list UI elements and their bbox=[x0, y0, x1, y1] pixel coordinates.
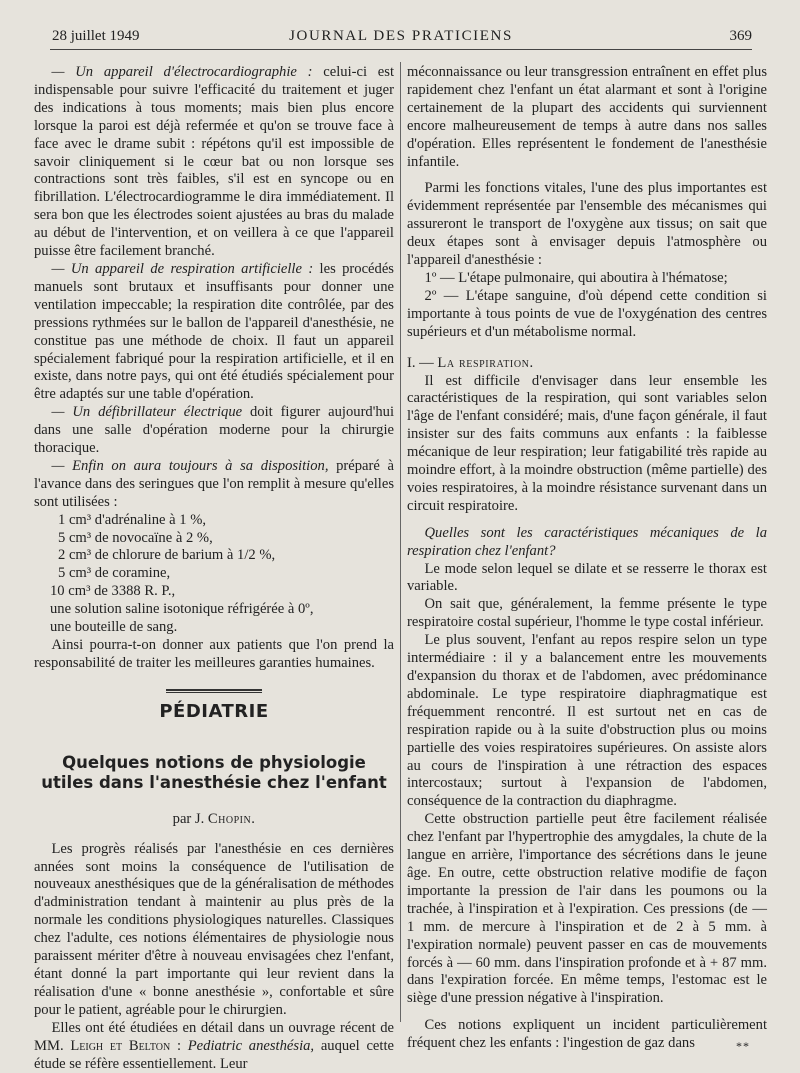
paragraph-continuation: méconnaissance ou leur transgression entraînent en effet plus rapidement chez l'enfant un état alarmant et sont à l'origine certainement de la plupart des accidents qui surviennent encore malheureusement de temps à autre dans nos salles d'opération. Elles représentent le fondement de l'anesthésie infantile. bbox=[407, 64, 767, 170]
item-lead: — Enfin on aura toujours à sa disposition, bbox=[51, 457, 329, 474]
reference-authors: Leigh et Belton bbox=[70, 1037, 171, 1054]
paragraph-intro: Les progrès réalisés par l'anesthésie en ces dernières années sont moins la conséquence de l'utilisation de nouveaux anesthésiques que de la généralisation de méthodes d'administration tendant à maintenir au plus près de la normale les conditions physiologiques naturelles. Classiques chez l'adulte, ces notions élémentaires de physiologie nous paraissent mériter d'être à nouveau envisagées chez l'enfant, étant donné la part importante qui leur revient dans la réalisation d'une « bonne anesthésie », confortable et sûre pour le patient, agréable pour le chirurgien. bbox=[34, 840, 394, 1018]
paragraph-syringes bbox=[34, 458, 394, 512]
dose-item: 2 cm³ de chlorure de barium à 1/2 %, bbox=[58, 547, 276, 564]
paragraph-text: auquel cette étude se réfère essentiellement. Leur bbox=[34, 1037, 394, 1072]
section-heading bbox=[407, 355, 767, 373]
paragraph-text: celui-ci est indispensable pour suivre l'efficacité du traitement et juger des indications à tous moments; mais bien plus encore lorsque la paroi est déjà refermée et qu'on se trouve face à face avec le drame subit : répétons qu'il est impossible de savoir cliniquement si le cœur bat ou non lorsque ses contractions sont très faibles, s'il est en syncope ou en fibrillation. L'électrocardiogramme le dira immédiatement. Il sera bon que les électrodes soient ajustées au bras du malade au début de l'intervention, et on veillera à ce que l'appareil puisse être facilement branché. bbox=[34, 64, 395, 260]
byline bbox=[34, 811, 394, 829]
byline-author: Chopin. bbox=[207, 810, 256, 827]
reference-book: Pediatric anesthésia, bbox=[187, 1037, 315, 1054]
paragraph-defibrillator bbox=[34, 404, 394, 458]
left-column bbox=[34, 64, 395, 1072]
paragraph-text: Elles ont été étudiées en détail dans un ouvrage récent de MM. bbox=[34, 1019, 394, 1054]
paragraph-child-type: Le plus souvent, l'enfant au repos respire selon un type intermédiaire : il y a balancement entre les mouvements d'expansion du thorax et de l'abdomen, avec prédominance abdominale. Le type respiratoire diaphragmatique est fréquemment rencontré. Il est surtout net en cas de respiration rapide ou à la suite d'obstruction plus ou moins partielle des voies respiratoires supérieures. On assiste alors au cours de l'inspiration à une rétraction des espaces intercostaux; surtout à l'expansion de l'abdomen, conséquence de la contraction du diaphragme. bbox=[407, 632, 767, 810]
byline-prefix: par J. bbox=[172, 810, 208, 827]
reference-separator: : bbox=[170, 1037, 188, 1054]
step-blood: 2º — L'étape sanguine, d'où dépend cette condition si importante à tous points de vue de l'oxygénation des centres supérieurs et d'un métabolisme normal. bbox=[407, 287, 767, 340]
article-title: Quelques notions de physiologie utiles dans l'anesthésie chez l'enfant bbox=[41, 752, 387, 792]
item-lead: — Un appareil de respiration artificielle : bbox=[51, 260, 314, 277]
dose-item: 10 cm³ de 3388 R. P., bbox=[50, 583, 176, 600]
page-number: 369 bbox=[729, 28, 752, 44]
paragraph-gap bbox=[407, 1008, 767, 1017]
paragraph-types: On sait que, généralement, la femme présente le type respiratoire costal supérieur, l'homme le type costal inférieur. bbox=[407, 596, 767, 631]
paragraph-conclusion: Ainsi pourra-t-on donner aux patients que l'on prend la responsabilité de traiter les meilleures garanties humaines. bbox=[34, 637, 394, 671]
paragraph-vital-functions: Parmi les fonctions vitales, l'une des plus importantes est évidemment représentée par l'ensemble des mécanismes qui assureront le transport de l'oxygène aux tissus; on sait que deux étapes sont à envisager depuis l'atmosphère ou l'appareil d'anesthésie : bbox=[407, 180, 767, 269]
right-column bbox=[407, 64, 767, 1052]
paragraph-reference bbox=[34, 1020, 394, 1073]
paragraph-gap bbox=[407, 171, 767, 180]
subsection-question: Quelles sont les caractéristiques mécaniques de la respiration chez l'enfant? bbox=[407, 524, 767, 559]
footer-mark: ** bbox=[736, 1039, 750, 1053]
dose-item: 5 cm³ de coramine, bbox=[58, 565, 171, 582]
paragraph-text: préparé à l'avance dans des seringues que l'on remplit à mesure qu'elles sont utilisées : bbox=[34, 457, 394, 510]
paragraph-text: les procédés manuels sont brutaux et insuffisants pour donner une ventilation impeccable; la respiration dite contrôlée, par des pressions rythmées sur le ballon de l'appareil d'anesthésie, ne constitue pas une méthode de choix. Il faut un appareil spécialement fabriqué pour la respiration artificielle, et il en existe, dans notre pays, qui ont été étudiés spécialement pour être adaptés sur une table d'opération. bbox=[34, 260, 394, 403]
paragraph-thorax: Le mode selon lequel se dilate et se resserre le thorax est variable. bbox=[407, 560, 767, 595]
paragraph-characteristics: Il est difficile d'envisager dans leur ensemble les caractéristiques de la respiration, qui sont variables selon l'âge de l'enfant considéré; mais, d'une façon générale, il faut insister sur des faits communs aux enfants : la faiblesse mécanique de leur respiration; leur fatigabilité très rapide au moindre effort, à la moindre obstruction (même partielle) des voies respiratoires, à la moindre résistance survenant dans un circuit respiratoire. bbox=[407, 372, 767, 514]
paragraph-artificial-respiration bbox=[34, 261, 394, 404]
section-ornament bbox=[166, 689, 262, 693]
paragraph-obstruction: Cette obstruction partielle peut être facilement réalisée chez l'enfant par l'hypertrophie des amygdales, la chute de la langue en arrière, l'importance des sécrétions dans le jeune âge. En outre, cette obstruction relative modifie de façon importante la pression de l'air dans les poumons ou la trachée, à l'inspiration et à l'expiration. Ces pressions (de — 1 mm. de mercure à l'inspiration et de 2 à 5 mm. à l'expiration normale) peuvent passer en cas de mouvements forcés à — 60 mm. dans l'inspiration profonde et à + 87 mm. dans l'expiration forcée. En même temps, l'estomac est le siège d'une pression négative à l'inspiration. bbox=[407, 811, 767, 1007]
journal-title: JOURNAL DES PRATICIENS bbox=[289, 28, 513, 44]
paragraph-gap bbox=[407, 342, 767, 351]
section-number: I. — bbox=[407, 354, 438, 371]
dose-list bbox=[34, 512, 394, 637]
extra-item: une solution saline isotonique réfrigérée à 0º, bbox=[50, 601, 314, 618]
item-lead: — Un appareil d'électrocardiographie : bbox=[51, 64, 313, 80]
dose-item: 5 cm³ de novocaïne à 2 %, bbox=[58, 529, 213, 546]
page-header bbox=[50, 26, 752, 50]
section-name: La respiration. bbox=[437, 354, 534, 371]
paragraph-gap bbox=[407, 516, 767, 525]
item-lead: — Un défibrillateur électrique bbox=[51, 404, 243, 421]
paragraph-text: doit figurer aujourd'hui dans une salle d'opération moderne pour la chirurgie thoracique. bbox=[34, 404, 394, 457]
column-divider bbox=[400, 62, 401, 1022]
step-pulmonary: 1º — L'étape pulmonaire, qui aboutira à l'hématose; bbox=[424, 269, 728, 286]
issue-date: 28 juillet 1949 bbox=[52, 28, 140, 44]
extra-item: une bouteille de sang. bbox=[50, 619, 178, 636]
section-title: PÉDIATRIE bbox=[159, 700, 269, 722]
paragraph-electrocardiograph bbox=[34, 64, 394, 261]
paragraph-gas-ingestion: Ces notions expliquent un incident particulièrement fréquent chez les enfants : l'ingestion de gaz dans bbox=[407, 1017, 767, 1052]
dose-item: 1 cm³ d'adrénaline à 1 %, bbox=[58, 511, 207, 528]
